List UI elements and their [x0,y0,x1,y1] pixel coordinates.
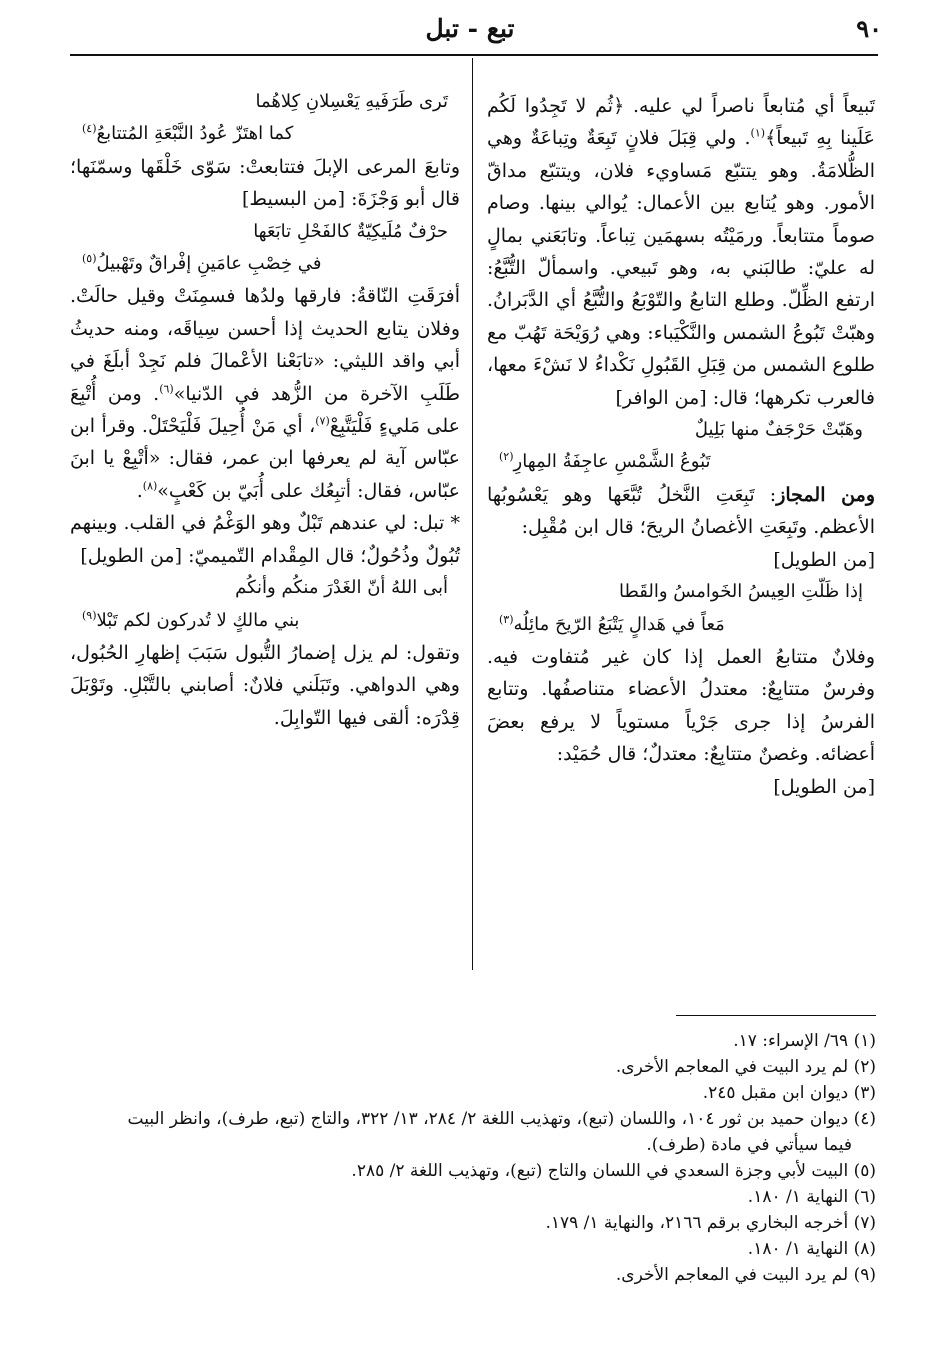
footnote-ref: (٥) [82,252,97,266]
entry-text: . ومن أُتْبِعَ على مَليءٍ فَلْيَتَّبِعْ [70,382,460,438]
footnote-continuation [60,1132,876,1158]
verse-hemistich-text: مَعاً في هَدالٍ يَتْبَعُ الرّيحَ مائِلُه [513,613,725,635]
entry-text: أفرَقَتِ النّاقةُ: فارقها ولدُها فسمِنَتْ وقيل حالَتْ. وفلان يتابع الحديث إذا أحسن سِياقَه، ومنه حديثُ أبي واقد الليثي: «تابَعْنا الأعْمالَ فلم نَجِدْ أبلَغَ في طَلَبِ الآخرة من الزُّهد في الدّنيا» [70,285,460,405]
meter-label: [من الطويل] [773,775,875,798]
footnote-ref: (٦) [159,382,174,396]
entry-paragraph: وفلانٌ متتابعُ العمل إذا كان غير مُتفاوت فيه. وفرسٌ متتابِعٌ: معتدلُ الأعضاء متناصفُها. وتتابع الفرسُ إذا جرى جَرْياً مستوياً لا يرفع بعضَ أعضائه. وغصنٌ متتابِعٌ: معتدلٌ؛ قال حُمَيْد: [487,645,875,766]
verse-hemistich-2 [499,609,863,641]
meter-label: [من البسيط] [242,188,346,211]
entry-text: ، أي مَنْ أُحِيلَ فَلْيَحْتَلْ. وقرأ ابن عبّاس آية لم يعرفها ابن عمر، فقال: «أتْبِعْ يا ابنَ عبّاس، فقال: أتبِعُك على أُبَيّ بن كَعْبٍ» [70,415,460,502]
footnote-ref: (٤) [82,122,97,136]
meter-label: [من الطويل] [773,548,875,571]
footnotes [60,1028,876,1288]
footnote-rule [676,1015,876,1016]
entry-paragraph: وتقول: لم يزل إضمارُ التُّبول سَبَبَ إظهارِ الحُبُول، وهي الدواهي. وتَبَلَني فلانٌ: أصابني بالتَّبْلِ. وتَوْبَلَ قِدْرَه: ألقى فيها التّوابِلَ. [70,641,460,729]
footnote-ref: (١) [750,127,766,141]
footnote-continuation-text: فيما سيأتي في مادة (طرف). [646,1135,852,1155]
footnote: (٣) ديوان ابن مقبل ٢٤٥. [702,1083,876,1103]
verse-hemistich-1: أبى اللهُ أنّ الغَدْرَ منكُم وأنكُم [235,577,448,599]
verse-hemistich-2 [82,118,448,150]
meter-label: [من الطويل] [80,544,183,567]
verse-hemistich-2 [499,446,863,478]
entry-text: . ولي قِبَلَ فلانٍ تَبِعَةٌ وتِباعَةٌ وهي الظُّلامَةُ. وهو يتتبّع مَساويء فلان، ويتتبّع مداقّ الأمور. وهو يُتابع بين الأعمال: يُوالي بينها. وصام صوماً متتابعاً. ورمَيْتُه بسهمَين تِباعاً. وتابَعَني بمالٍ له عليّ: طالبَني به، وهو تَبيعي. واسمألّ التُّبَّعُ: ارتفع الظِّلّ. وطلع التابعُ والتّوْبَعُ والتُّبَّعُ أي الدَّبَرانُ. وهبّتْ تَبُوعُ الشمس والنَّكْيَباء: وهي رُوَيْحَة تَهُبّ مع طلوع الشمس من قِبَلِ القَبُولِ نَكْداءُ لا نَشْءَ معها، فالعرب تكرهها؛ قال: [487,127,875,409]
verse-hemistich-2 [82,248,448,280]
entry-paragraph [487,90,875,414]
entry-paragraph [487,479,875,544]
entry-text: * تبل: لي عندهم تَبْلٌ وهو الوَغْمُ في القلب. وبينهم تُبُولٌ وذُحُولٌ؛ قال المِقْدام التّميميّ: [70,512,460,567]
verse [70,86,460,151]
page-number: ٩٠ [856,14,882,43]
footnote-ref: (٢) [499,450,514,464]
footnote: (٧) أخرجه البخاري برقم ٢١٦٦، والنهاية ١/ ١٧٩. [545,1213,876,1233]
footnote: (٦) النهاية ١/ ١٨٠. [747,1187,876,1207]
quran-quote-text: تَبيعاً أي مُتابعاً ناصراً لي عليه. ﴿ثُم لا تَجِدُوا لَكُم عَلَينا بِهِ تَبيعاً﴾ [487,95,875,150]
footnote-ref: (٧) [315,414,330,428]
footnote-ref: (٨) [142,479,158,493]
verse-hemistich-text: في خِصْبِ عامَينِ إفْراقٌ وتَهْبيلُ [96,253,322,275]
right-column [487,90,875,803]
entry-paragraph: أفرَقَتِ النّاقةُ: فارقها ولدُها فسمِنَتْ وقيل حالَتْ. وفلان يتابع الحديث إذا أحسن سِياقَه، ومنه حديثُ أبي واقد الليثي: «تابَعْنا الأعْمالَ فلم نَجِدْ أبلَغَ في طَلَبِ الآخرة من الزُّهد في الدّنيا»$^{(٦)}$. ومن أُتْبِعَ على مَليءٍ فَلْيَتَّبِعْ$^{(٧)}$، أي مَنْ أُحِيلَ فَلْيَحْتَلْ. وقرأ ابن عبّاس آية لم يعرفها ابن عمر، فقال: «أتْبِعْ يا ابنَ عبّاس، فقال: أتبِعُك على أُبَيّ بن كَعْبٍ»$^{(٨)}$. [70,285,460,502]
entry-text: : تَبِعَتِ النَّخلُ تُبَّعَها وهو يَعْسُوبُها الأعظم. وتَبِعَتِ الأغصانُ الريحَ؛ قال ابن مُقْبِل: [487,483,875,539]
footnote: (١) ٦٩/ الإسراء: ١٧. [733,1031,876,1051]
verse-hemistich-1: إذا ظَلّتِ العِيسُ الخَوامسُ والقَطا [619,581,863,603]
verse-hemistich-1: تَرى طَرَفَيهِ يَعْسِلانِ كِلاهُما [255,91,448,112]
entry-text: وتابعَ المرعى الإبلَ فتتابعتْ: سَوّى خَلْقَها وسمّنَها؛ قال أبو وَجْزَةَ: [70,155,460,211]
verse-hemistich-1: وهَبّتْ حَرْجَفٌ منها بَلِيلٌ [694,419,863,441]
header-rule [70,54,878,56]
footnote: (٨) النهاية ١/ ١٨٠. [747,1239,876,1259]
footnote: (٤) ديوان حميد بن ثور ١٠٤، واللسان (تبع)، وتهذيب اللغة ٢/ ٢٨٤، ١٣/ ٣٢٢، والتاج (تبع، طرف)، وانظر البيت [127,1109,876,1129]
running-head: تبع - تبل [425,14,515,43]
verse-hemistich-2 [82,605,448,637]
verse [487,576,875,641]
footnote-ref: (٩) [82,608,97,622]
left-column [70,86,460,734]
column-divider [472,58,473,970]
verse [487,414,875,479]
entry-paragraph [70,151,460,216]
verse [70,216,460,281]
meter-label: [من الوافر] [615,386,707,409]
verse [70,572,460,637]
entry-paragraph-tabl [70,507,460,572]
verse-hemistich-1: حرْفٌ مُلَيكِيّةٌ كالفَحْلِ تابَعَها [253,220,448,242]
footnote-ref: (٣) [499,612,514,626]
verse-hemistich-text: تَبُوعُ الشَّمْسِ عاجِفَةُ المِهارِ [513,451,711,473]
verse-hemistich-text: كما اهتَزّ عُودُ النَّبْعَةِ المُتتابعُ [96,123,294,145]
verse-hemistich-text: بني مالكٍ لا تُدركون لكم تَبْلا [96,609,300,631]
footnote: (٢) لم يرد البيت في المعاجم الأخرى. [615,1057,876,1077]
footnote: (٥) البيت لأبي وجزة السعدي في اللسان والتاج (تبع)، وتهذيب اللغة ٢/ ٢٨٥. [351,1161,876,1181]
footnote: (٩) لم يرد البيت في المعاجم الأخرى. [615,1265,876,1285]
majaz-heading: ومن المجاز [776,483,875,506]
